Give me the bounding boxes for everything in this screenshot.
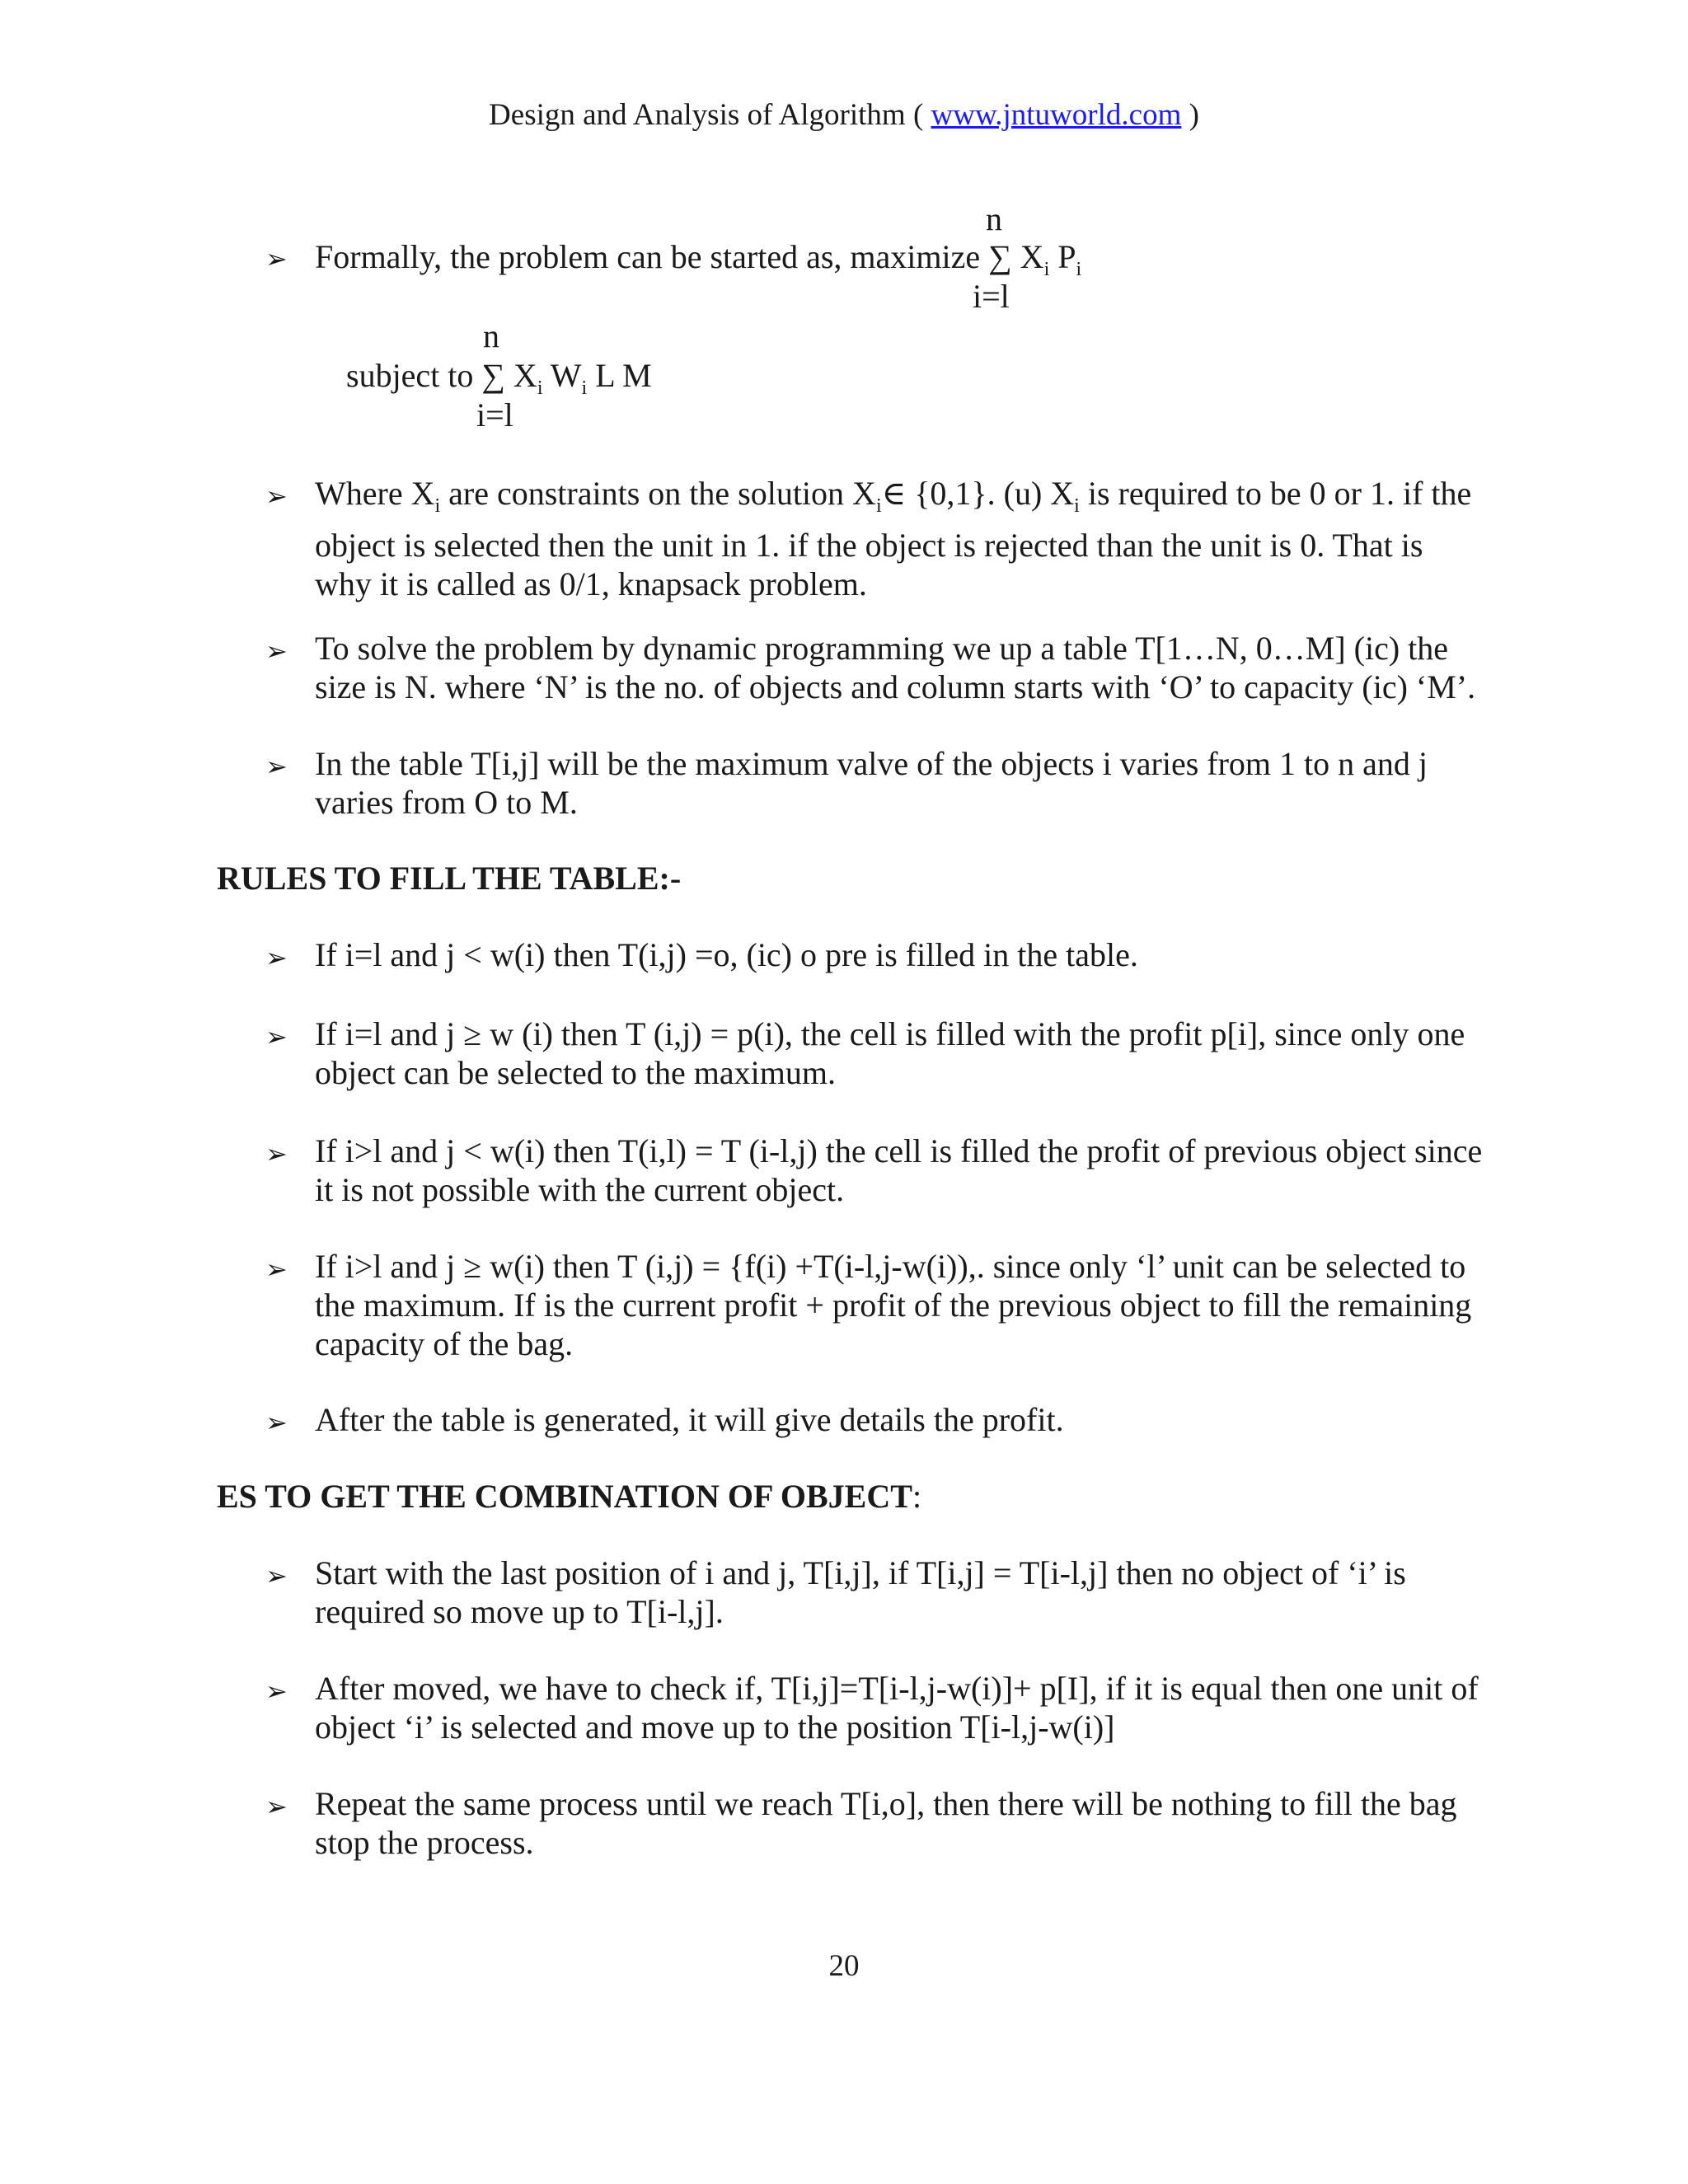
formula2-mid: W [542,357,582,394]
bullet-constraints [315,474,1485,603]
page-header [0,96,1688,135]
rule-item: If i=l and j ≥ w (i) then T (i,j) = p(i), the cell is filled with the profit p[i], since only one object can be selected to the maximum. [315,1015,1465,1091]
bullet-constraints-part: is required to be 0 or 1. if the object is selected then the unit in 1. if the object is rejected than the unit is 0. That is why it is called as 0/1, knapsack problem. [315,475,1472,602]
bullet-constraints-part: ∈ {0,1}. (u) X [881,475,1075,512]
section-heading-combination [217,1477,921,1516]
bullet-constraints-part: are constraints on the solution X [440,475,876,512]
rule-item: If i>l and j < w(i) then T(i,l) = T (i-l,j) the cell is filled the profit of previous object since it is not possible with the current object. [315,1132,1483,1208]
header-title: Design and Analysis of Algorithm ( [489,98,931,132]
arrowhead-bullet-icon: ➢ [265,1791,288,1822]
bullet-dynamic-table: To solve the problem by dynamic programming we up a table T[1…N, 0…M] (ic) the size is N. where ‘N’ is the no. of objects and column starts with ‘O’ to capacity (ic) ‘M’. [315,630,1476,705]
formula2-upper-limit: n [483,317,499,354]
arrowhead-bullet-icon: ➢ [265,942,288,973]
arrowhead-bullet-icon: ➢ [265,1021,288,1052]
step-item: After moved, we have to check if, T[i,j]=T[i-l,j-w(i)]+ p[I], if it is equal then one unit of object ‘i’ is selected and move up to the position T[i-l,j-w(i)] [315,1670,1479,1746]
formula2-tail: L M [587,357,652,394]
bullet-constraints-sub: i [875,495,882,517]
bullet-constraints-part: Where X [315,475,435,512]
section-heading-rules: RULES TO FILL THE TABLE:- [217,860,682,897]
formula1-upper-limit: n [986,200,1002,237]
arrowhead-bullet-icon: ➢ [265,243,288,274]
formula1-sub-1: i [1043,259,1050,280]
arrowhead-bullet-icon: ➢ [265,480,288,512]
rule-item: After the table is generated, it will give details the profit. [315,1401,1064,1438]
arrowhead-bullet-icon: ➢ [265,1675,288,1707]
rule-item: If i=l and j < w(i) then T(i,j) =o, (ic) o pre is filled in the table. [315,936,1138,973]
formula2-sub-1: i [537,377,543,399]
heading-combination-text: ES TO GET THE COMBINATION OF OBJECT [217,1478,912,1515]
formula1-sub-2: i [1076,259,1082,280]
arrowhead-bullet-icon: ➢ [265,635,288,667]
step-item: Repeat the same process until we reach T[i,o], then there will be nothing to fill the bag stop the process. [315,1785,1457,1861]
formula2-sub-2: i [581,377,588,399]
formula1-main: Formally, the problem can be started as, maximize ∑ X [315,238,1044,275]
bullet-constraints-sub: i [434,495,441,517]
formula2-main: subject to ∑ X [346,357,537,394]
arrowhead-bullet-icon: ➢ [265,1254,288,1285]
arrowhead-bullet-icon: ➢ [265,751,288,782]
header-close: ) [1181,98,1199,132]
page-number: 20 [828,1949,860,1983]
step-item: Start with the last position of i and j, T[i,j], if T[i,j] = T[i-l,j] then no object of ‘i’ is required so move up to T[i-l,j]. [315,1554,1406,1630]
formula1-mid: P [1049,238,1076,275]
arrowhead-bullet-icon: ➢ [265,1138,288,1169]
header-link[interactable]: www.jntuworld.com [931,98,1182,132]
bullet-constraints-sub: i [1074,495,1080,517]
heading-combination-colon: : [912,1478,922,1515]
arrowhead-bullet-icon: ➢ [265,1407,288,1438]
formula2-lower-limit: i=l [476,396,513,434]
arrowhead-bullet-icon: ➢ [265,1560,288,1591]
bullet-table-meaning: In the table T[i,j] will be the maximum valve of the objects i varies from 1 to n and j varies from O to M. [315,745,1428,821]
formula1-lower-limit: i=l [973,278,1010,315]
formula1-text [315,237,1081,289]
rule-item: If i>l and j ≥ w(i) then T (i,j) = {f(i) +T(i-l,j-w(i)),. since only ‘l’ unit can be selected to the maximum. If is the current profit + profit of the previous object to fill the remaining capacity of the bag. [315,1248,1472,1362]
